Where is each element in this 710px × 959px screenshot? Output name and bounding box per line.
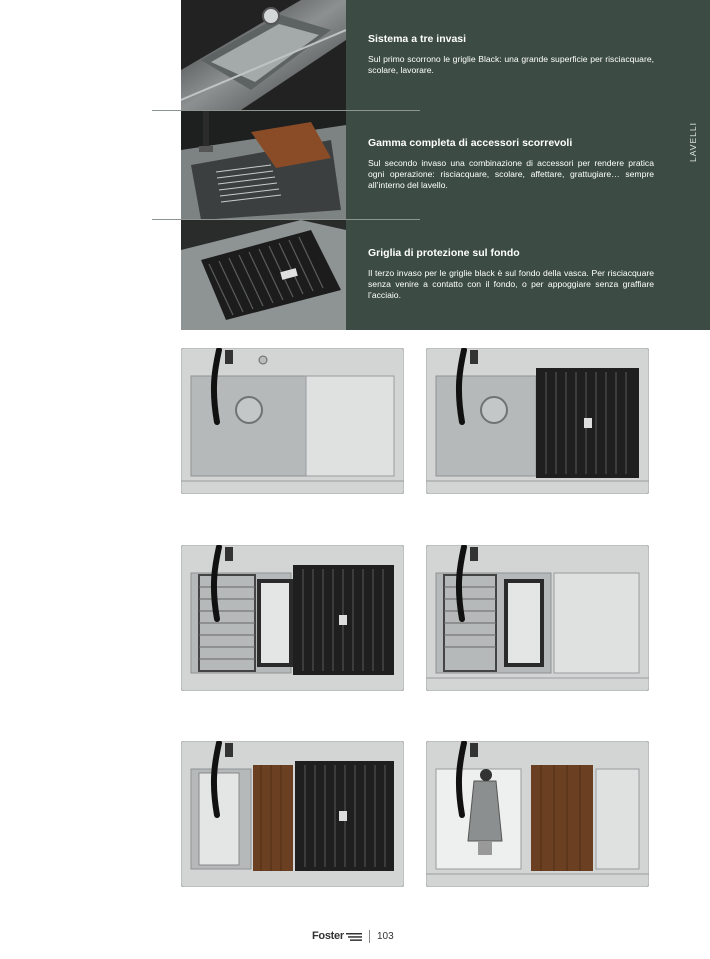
page-number: 103	[377, 931, 394, 942]
feature-text: Sul secondo invaso una combinazione di accessori per rendere pratica ogni operazione: risciacquare, scolare, affettare, grattugiare… sempre all’interno del lavello.	[368, 158, 654, 190]
feature-title: Sistema a tre invasi	[368, 33, 467, 45]
photo-sink-corner	[181, 0, 346, 110]
brand-logo: Foster	[312, 930, 344, 942]
feature-block-1	[368, 33, 654, 76]
brand-mark-icon	[346, 933, 362, 941]
section-label: LAVELLI	[688, 122, 698, 162]
divider-line	[152, 219, 420, 220]
sink-image-drainer-grid	[181, 545, 404, 691]
sink-image-black-grid	[426, 348, 649, 494]
photo-bottom-grid	[181, 220, 346, 330]
photo-sliding-accessories	[181, 110, 346, 220]
feature-block-2	[368, 137, 654, 191]
sink-image-grater-wood	[426, 741, 649, 887]
feature-title: Griglia di protezione sul fondo	[368, 247, 520, 259]
feature-text: Il terzo invaso per le griglie black è sul fondo della vasca. Per risciacquare senza venire a contatto con il fondo, o per appoggiare senza graffiare l’acciaio.	[368, 268, 654, 300]
sink-image-wood-grid	[181, 741, 404, 887]
feature-block-3	[368, 247, 654, 301]
section-side-tab	[686, 124, 700, 160]
feature-title: Gamma completa di accessori scorrevoli	[368, 137, 573, 149]
feature-text: Sul primo scorrono le griglie Black: una grande superficie per risciacquare, scolare, lavorare.	[368, 54, 654, 75]
page-footer	[0, 930, 710, 946]
feature-photo-column	[181, 0, 346, 330]
footer-separator	[369, 930, 370, 943]
divider-line	[152, 110, 420, 111]
sink-image-drainer-cover	[426, 545, 649, 691]
sink-image-plain-cover	[181, 348, 404, 494]
